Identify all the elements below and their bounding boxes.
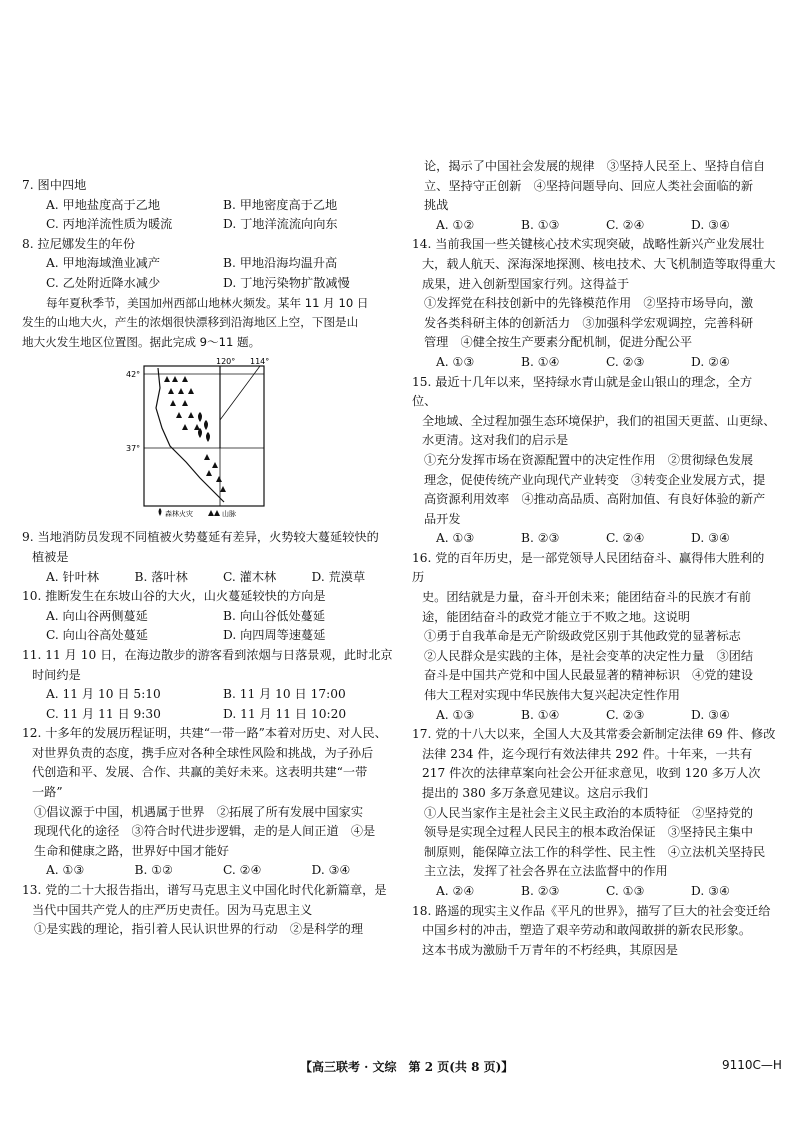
option: B. 向山谷低处蔓延 xyxy=(223,608,326,623)
q16-options xyxy=(412,706,776,726)
q13-options xyxy=(412,216,776,236)
q17-stem: 法律 234 件，迄今现行有效法律共 292 件。十年来，一共有 xyxy=(422,746,753,761)
option: B. 11 月 10 日 17:00 xyxy=(223,687,346,702)
option: D. 11 月 11 日 10:20 xyxy=(223,706,347,721)
q15-body: 高资源利用效率 ④推动高品质、高附加值、有良好体验的新产 xyxy=(424,492,766,507)
option: D. 丁地洋流流向向东 xyxy=(223,217,338,232)
option: D. ③④ xyxy=(311,863,351,878)
q11-stem: 11. 11 月 10 日，在海边散步的游客看到浓烟与日落景观，此时北京 xyxy=(22,647,393,662)
option: A. 向山谷两侧蔓延 xyxy=(46,608,148,623)
q16-stem: 16. 党的百年历史，是一部党领导人民团结奋斗、赢得伟大胜利的历 xyxy=(412,550,765,585)
option: C. 11 月 11 日 9:30 xyxy=(46,706,161,721)
map-latitude-label: 42° xyxy=(126,370,141,379)
map-longitude-label: 114° xyxy=(250,357,270,366)
q14-stem: 14. 当前我国一些关键核心技术实现突破，战略性新兴产业发展壮 xyxy=(412,237,765,252)
option: C. ①③ xyxy=(606,883,645,898)
option: A. 11 月 10 日 5:10 xyxy=(46,687,161,702)
option: A. ①③ xyxy=(436,354,475,369)
q12-stem: 代创造和平、发展、合作、共赢的美好未来。这表明共建“一带 xyxy=(32,765,368,780)
mountain-symbols xyxy=(164,376,226,492)
fire-symbols xyxy=(198,412,210,442)
mountain-legend-icon xyxy=(208,510,220,516)
q16-stem: 途，能团结奋斗的政党才能立于不败之地。这说明 xyxy=(422,609,691,624)
option: B. 落叶林 xyxy=(134,569,188,584)
q16-body: ①勇于自我革命是无产阶级政党区别于其他政党的显著标志 xyxy=(424,629,741,644)
option: A. 甲地海域渔业减产 xyxy=(46,256,161,271)
option: D. 荒漠草 xyxy=(311,569,366,584)
right-column xyxy=(412,0,776,960)
q18-stem: 中国乡村的冲击，塑造了艰辛劳动和敢闯敢拼的新农民形象。 xyxy=(422,923,752,938)
option: D. ②④ xyxy=(691,354,730,369)
footer-exam-code: 9110C—H xyxy=(722,1058,782,1072)
q16-body: 奋斗是中国共产党和中国人民最显著的精神标识 ④党的建设 xyxy=(424,668,754,683)
passage-line: 发生的山地大火，产生的浓烟很快漂移到沿海地区上空，下图是山 xyxy=(22,315,359,330)
map-longitude-label: 120° xyxy=(216,357,236,366)
q17-body: ①人民当家作主是社会主义民主政治的本质特征 ②坚持党的 xyxy=(424,805,754,820)
option: C. ②③ xyxy=(606,707,645,722)
q14-stem: 成果，进入创新型国家行列。这得益于 xyxy=(422,276,630,291)
option: C. ②③ xyxy=(606,354,645,369)
q10-options xyxy=(22,607,400,646)
option: D. 向四周等速蔓延 xyxy=(223,628,326,643)
passage-line: 每年夏秋季节，美国加州西部山地林火频发。某年 11 月 10 日 xyxy=(46,295,369,310)
q13-stem: 当代中国共产党人的庄严历史责任。因为马克思主义 xyxy=(32,902,313,917)
q14-body: ①发挥党在科技创新中的先锋模范作用 ②坚持市场导向，激 xyxy=(424,296,754,311)
option: B. ①③ xyxy=(521,217,560,232)
q7-stem: 7. 图中四地 xyxy=(22,178,87,192)
legend-mountain-label: 山脉 xyxy=(222,510,236,518)
option: D. ③④ xyxy=(691,217,730,232)
q15-options xyxy=(412,529,776,549)
q13-body: ①是实践的理论，指引着人民认识世界的行动 ②是科学的理 xyxy=(34,922,364,937)
q14-body: 管理 ④健全按生产要素分配机制，促进分配公平 xyxy=(424,335,693,350)
option: A. 针叶林 xyxy=(46,569,100,584)
passage-line: 地大火发生地区位置图。据此完成 9～11 题。 xyxy=(22,334,261,349)
q10-stem: 10. 推断发生在东坡山谷的大火，山火蔓延较快的方向是 xyxy=(22,589,326,604)
option: A. ①③ xyxy=(436,707,475,722)
q13-body: 挑战 xyxy=(424,198,449,213)
q18-stem: 这本书成为激励千万青年的不朽经典，其原因是 xyxy=(422,942,678,957)
legend-fire-label: 森林火灾 xyxy=(165,510,193,518)
q18-stem: 18. 路遥的现实主义作品《平凡的世界》，描写了巨大的社会变迁给 xyxy=(412,903,771,918)
q12-options xyxy=(22,861,400,881)
q15-stem: 全地域、全过程加强生态环境保护，我们的祖国天更蓝、山更绿、 xyxy=(422,413,776,428)
option: C. 向山谷高处蔓延 xyxy=(46,628,148,643)
footer-page-info: 【高三联考 · 文综 第 2 页(共 8 页)】 xyxy=(300,1060,514,1074)
option: B. ②③ xyxy=(521,883,560,898)
option: C. ②④ xyxy=(606,531,645,546)
q17-body: 制原则，能保障立法工作的科学性、民主性 ④立法机关坚持民 xyxy=(424,844,766,859)
option: D. 丁地污染物扩散减慢 xyxy=(223,275,350,290)
option: D. ③④ xyxy=(691,707,730,722)
q11-options xyxy=(22,685,400,724)
fire-legend-icon xyxy=(159,508,162,516)
option: C. ②④ xyxy=(223,863,262,878)
q12-body: 生命和健康之路，世界好中国才能好 xyxy=(34,843,229,858)
option: B. ②③ xyxy=(521,531,560,546)
option: D. ③④ xyxy=(691,531,730,546)
option: A. ①③ xyxy=(46,863,85,878)
q14-stem: 大，载人航天、深海深地探测、核电技术、大飞机制造等取得重大 xyxy=(422,256,776,271)
coastline xyxy=(156,366,224,502)
option: D. ③④ xyxy=(691,883,730,898)
option: B. ①④ xyxy=(521,354,560,369)
q15-stem: 15. 最近十几年以来，坚持绿水青山就是金山银山的理念，全方位、 xyxy=(412,374,753,409)
q9-stem: 植被是 xyxy=(32,549,69,564)
q16-body: ②人民群众是实践的主体，是社会变革的决定性力量 ③团结 xyxy=(424,648,754,663)
option: C. 灌木林 xyxy=(223,569,277,584)
q13-stem: 13. 党的二十大报告指出，谱写马克思主义中国化时代化新篇章，是 xyxy=(22,883,387,898)
q13-body: 论，揭示了中国社会发展的规律 ③坚持人民至上、坚持自信自 xyxy=(424,159,766,173)
option: C. 丙地洋流性质为暖流 xyxy=(46,217,173,232)
q12-body: ①倡议源于中国，机遇属于世界 ②拓展了所有发展中国家实 xyxy=(34,804,364,819)
q7-options xyxy=(22,196,400,235)
q8-stem: 8. 拉尼娜发生的年份 xyxy=(22,236,136,251)
q9-stem: 9. 当地消防员发现不同植被火势蔓延有差异，火势较大蔓延较快的 xyxy=(22,530,379,545)
q17-body: 主立法，发挥了社会各界在立法监督中的作用 xyxy=(424,864,668,879)
q16-stem: 史。团结就是力量，奋斗开创未来；能团结奋斗的民族才有前 xyxy=(422,590,752,605)
option: C. 乙处附近降水减少 xyxy=(46,275,161,290)
q16-body: 伟大工程对实现中华民族伟大复兴起决定性作用 xyxy=(424,688,680,703)
q15-body: ①充分发挥市场在资源配置中的决定性作用 ②贯彻绿色发展 xyxy=(424,452,754,467)
option: A. 甲地盐度高于乙地 xyxy=(46,197,161,212)
q12-stem: 12. 十多年的发展历程证明，共建“一带一路”本着对历史、对人民、 xyxy=(22,726,387,741)
option: B. ①④ xyxy=(521,707,560,722)
option: B. ①② xyxy=(134,863,174,878)
q12-stem: 一路” xyxy=(32,785,63,800)
option: A. ②④ xyxy=(436,883,475,898)
map-frame xyxy=(144,366,264,506)
q12-stem: 对世界负责的态度，携手应对各种全球性风险和挑战，为子孙后 xyxy=(32,745,374,760)
q15-body: 理念，促使传统产业向现代产业转变 ③转变企业发展方式，提 xyxy=(424,472,766,487)
q17-stem: 217 件次的法律草案向社会公开征求意见，收到 120 多万人次 xyxy=(422,766,761,781)
map-latitude-label: 37° xyxy=(126,444,141,453)
q17-options xyxy=(412,882,776,902)
q15-body: 品开发 xyxy=(424,511,461,526)
q15-stem: 水更清。这对我们的启示是 xyxy=(422,433,569,448)
q14-body: 发各类科研主体的创新活力 ③加强科学宏观调控，完善科研 xyxy=(424,315,754,330)
option: B. 甲地密度高于乙地 xyxy=(223,197,338,212)
q14-options xyxy=(412,353,776,373)
q8-options xyxy=(22,254,400,293)
q12-body: 现现代化的途径 ③符合时代进步逻辑，走的是人间正道 ④是 xyxy=(34,824,376,839)
q9-options xyxy=(22,568,400,588)
option: B. 甲地沿海均温升高 xyxy=(223,256,338,271)
q13-body: 立、坚持守正创新 ④坚持问题导向、回应人类社会面临的新 xyxy=(424,178,754,193)
option: A. ①② xyxy=(436,217,475,232)
option: A. ①③ xyxy=(436,531,475,546)
q17-stem: 17. 党的十八大以来，全国人大及其常委会新制定法律 69 件、修改 xyxy=(412,727,776,742)
option: C. ②④ xyxy=(606,217,645,232)
q17-stem: 提出的 380 多万条意见建议。这启示我们 xyxy=(422,786,649,800)
wildfire-location-map xyxy=(126,357,270,518)
q17-body: 领导是实现全过程人民民主的根本政治保证 ③坚持民主集中 xyxy=(424,825,754,840)
q11-stem: 时间约是 xyxy=(32,667,81,682)
